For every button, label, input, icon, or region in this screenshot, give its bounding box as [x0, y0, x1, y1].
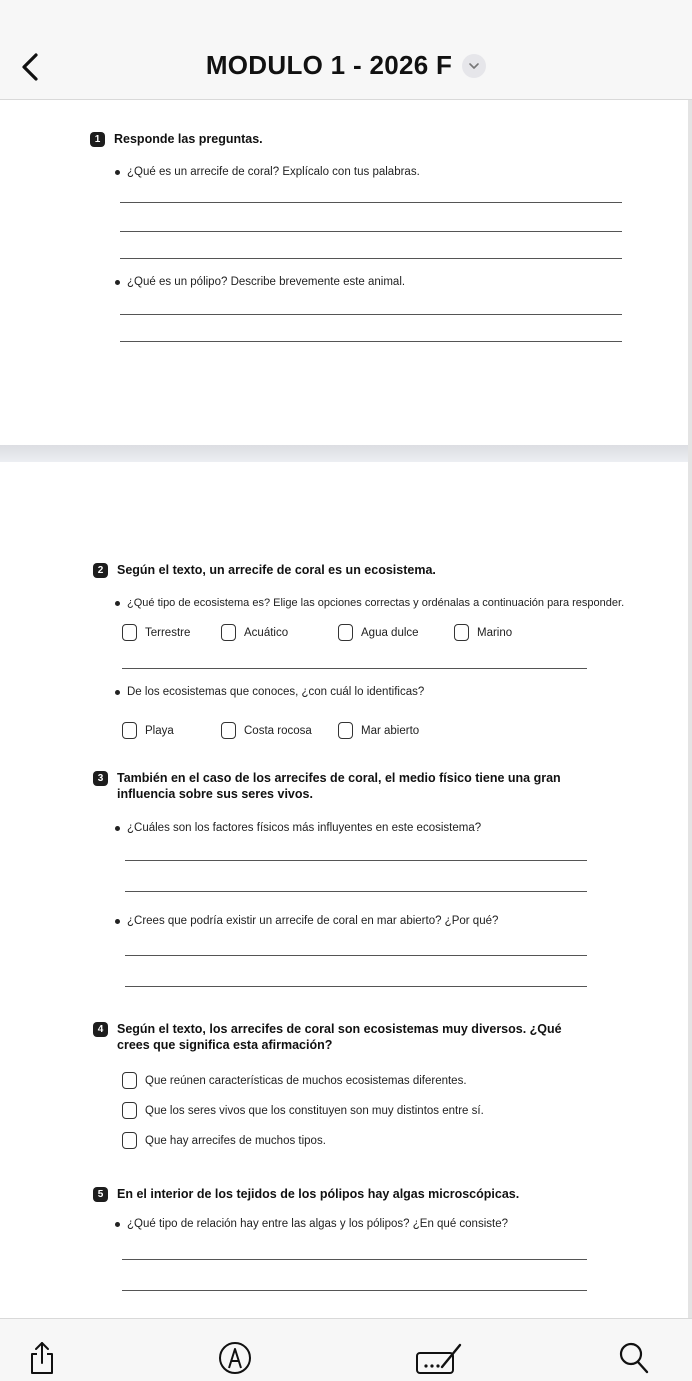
option-label: Que los seres vivos que los constituyen son muy distintos entre sí. — [145, 1104, 484, 1117]
checkbox[interactable] — [221, 722, 236, 739]
answer-line[interactable] — [122, 668, 587, 669]
option-label: Playa — [145, 724, 174, 737]
answer-line[interactable] — [120, 314, 622, 315]
question-2-bullet-2 — [115, 686, 424, 698]
option-label: Acuático — [244, 626, 289, 639]
document-title-menu[interactable] — [0, 50, 692, 81]
question-1-bullet-2 — [115, 276, 405, 288]
question-4-heading — [93, 1021, 593, 1053]
bullet-dot — [115, 826, 120, 831]
option-label: Costa rocosa — [244, 724, 312, 737]
bullet-dot — [115, 601, 120, 606]
checkbox-option[interactable] — [122, 624, 190, 641]
bullet-text: ¿Qué tipo de relación hay entre las algas y los pólipos? ¿En qué consiste? — [127, 1218, 508, 1230]
bullet-dot — [115, 170, 120, 175]
search-button[interactable] — [616, 1341, 652, 1381]
option-label: Marino — [477, 626, 513, 639]
document-page-1 — [0, 101, 688, 445]
share-button[interactable] — [24, 1341, 60, 1381]
search-icon — [619, 1341, 649, 1375]
bullet-dot — [115, 280, 120, 285]
question-1-title: Responde las preguntas. — [114, 132, 263, 146]
bullet-text: De los ecosistemas que conoces, ¿con cuál lo identificas? — [127, 686, 425, 698]
question-1-bullet-1 — [115, 166, 420, 178]
share-icon — [29, 1341, 55, 1375]
bullet-text: ¿Qué es un arrecife de coral? Explícalo con tus palabras. — [127, 166, 420, 178]
page-edge — [688, 100, 692, 1318]
bullet-dot — [115, 919, 120, 924]
answer-line[interactable] — [125, 891, 587, 892]
checkbox[interactable] — [454, 624, 469, 641]
question-1-heading — [90, 131, 263, 147]
bullet-text: ¿Qué tipo de ecosistema es? Elige las opciones correctas y ordénalas a continuación para responder. — [127, 597, 625, 609]
answer-line[interactable] — [122, 1259, 587, 1260]
question-2-heading — [93, 562, 436, 578]
checkbox-option[interactable] — [122, 1072, 467, 1089]
signature-button[interactable] — [412, 1341, 468, 1381]
question-3-title: También en el caso de los arrecifes de coral, el medio físico tiene una gran influencia sobre sus seres vivos. — [117, 771, 561, 801]
checkbox[interactable] — [122, 1102, 137, 1119]
document-page-2 — [0, 462, 688, 1318]
checkbox[interactable] — [221, 624, 236, 641]
checkbox[interactable] — [122, 1072, 137, 1089]
question-number-badge: 4 — [93, 1022, 108, 1037]
question-5-title: En el interior de los tejidos de los pólipos hay algas microscópicas. — [117, 1187, 520, 1201]
checkbox-option[interactable] — [122, 1132, 326, 1149]
answer-line[interactable] — [125, 955, 587, 956]
bullet-text: ¿Cuáles son los factores físicos más influyentes en este ecosistema? — [127, 822, 482, 834]
checkbox-option[interactable] — [221, 624, 288, 641]
answer-line[interactable] — [125, 860, 587, 861]
question-number-badge: 3 — [93, 771, 108, 786]
markup-button[interactable] — [217, 1341, 253, 1381]
question-5-bullet-1 — [115, 1218, 508, 1230]
question-2-title: Según el texto, un arrecife de coral es un ecosistema. — [117, 563, 436, 577]
answer-line[interactable] — [120, 231, 622, 232]
answer-line[interactable] — [120, 341, 622, 342]
answer-line[interactable] — [125, 986, 587, 987]
question-number-badge: 2 — [93, 563, 108, 578]
option-label: Que reúnen características de muchos ecosistemas diferentes. — [145, 1074, 467, 1087]
document-title: MODULO 1 - 2026 F — [205, 50, 453, 80]
checkbox-option[interactable] — [122, 1102, 484, 1119]
checkbox-option[interactable] — [338, 722, 419, 739]
markup-icon — [218, 1341, 252, 1375]
bullet-dot — [115, 1222, 120, 1227]
checkbox[interactable] — [122, 722, 137, 739]
question-3-bullet-1 — [115, 822, 481, 834]
top-navigation-bar — [0, 0, 692, 100]
answer-line[interactable] — [122, 1290, 587, 1291]
checkbox[interactable] — [338, 722, 353, 739]
checkbox-option[interactable] — [221, 722, 312, 739]
checkbox-option[interactable] — [338, 624, 419, 641]
checkbox[interactable] — [338, 624, 353, 641]
option-label: Que hay arrecifes de muchos tipos. — [145, 1134, 326, 1147]
answer-line[interactable] — [120, 258, 622, 259]
bullet-dot — [115, 690, 120, 695]
bullet-text: ¿Crees que podría existir un arrecife de coral en mar abierto? ¿Por qué? — [127, 915, 499, 927]
checkbox[interactable] — [122, 1132, 137, 1149]
question-number-badge: 1 — [90, 132, 105, 147]
question-3-bullet-2 — [115, 915, 498, 927]
answer-line[interactable] — [120, 202, 622, 203]
checkbox[interactable] — [122, 624, 137, 641]
chevron-down-icon[interactable] — [462, 54, 486, 78]
checkbox-option[interactable] — [454, 624, 512, 641]
checkbox-option[interactable] — [122, 722, 174, 739]
question-2-bullet-1 — [115, 597, 624, 609]
question-3-heading — [93, 770, 603, 802]
option-label: Terrestre — [145, 626, 191, 639]
bullet-text: ¿Qué es un pólipo? Describe brevemente este animal. — [127, 276, 406, 288]
question-number-badge: 5 — [93, 1187, 108, 1202]
question-4-title: Según el texto, los arrecifes de coral son ecosistemas muy diversos. ¿Qué crees que significa esta afirmación? — [117, 1022, 562, 1052]
option-label: Mar abierto — [361, 724, 420, 737]
question-5-heading — [93, 1186, 519, 1202]
signature-icon — [414, 1341, 466, 1375]
option-label: Agua dulce — [361, 626, 419, 639]
bottom-toolbar — [0, 1318, 692, 1381]
page-separator — [0, 445, 692, 462]
